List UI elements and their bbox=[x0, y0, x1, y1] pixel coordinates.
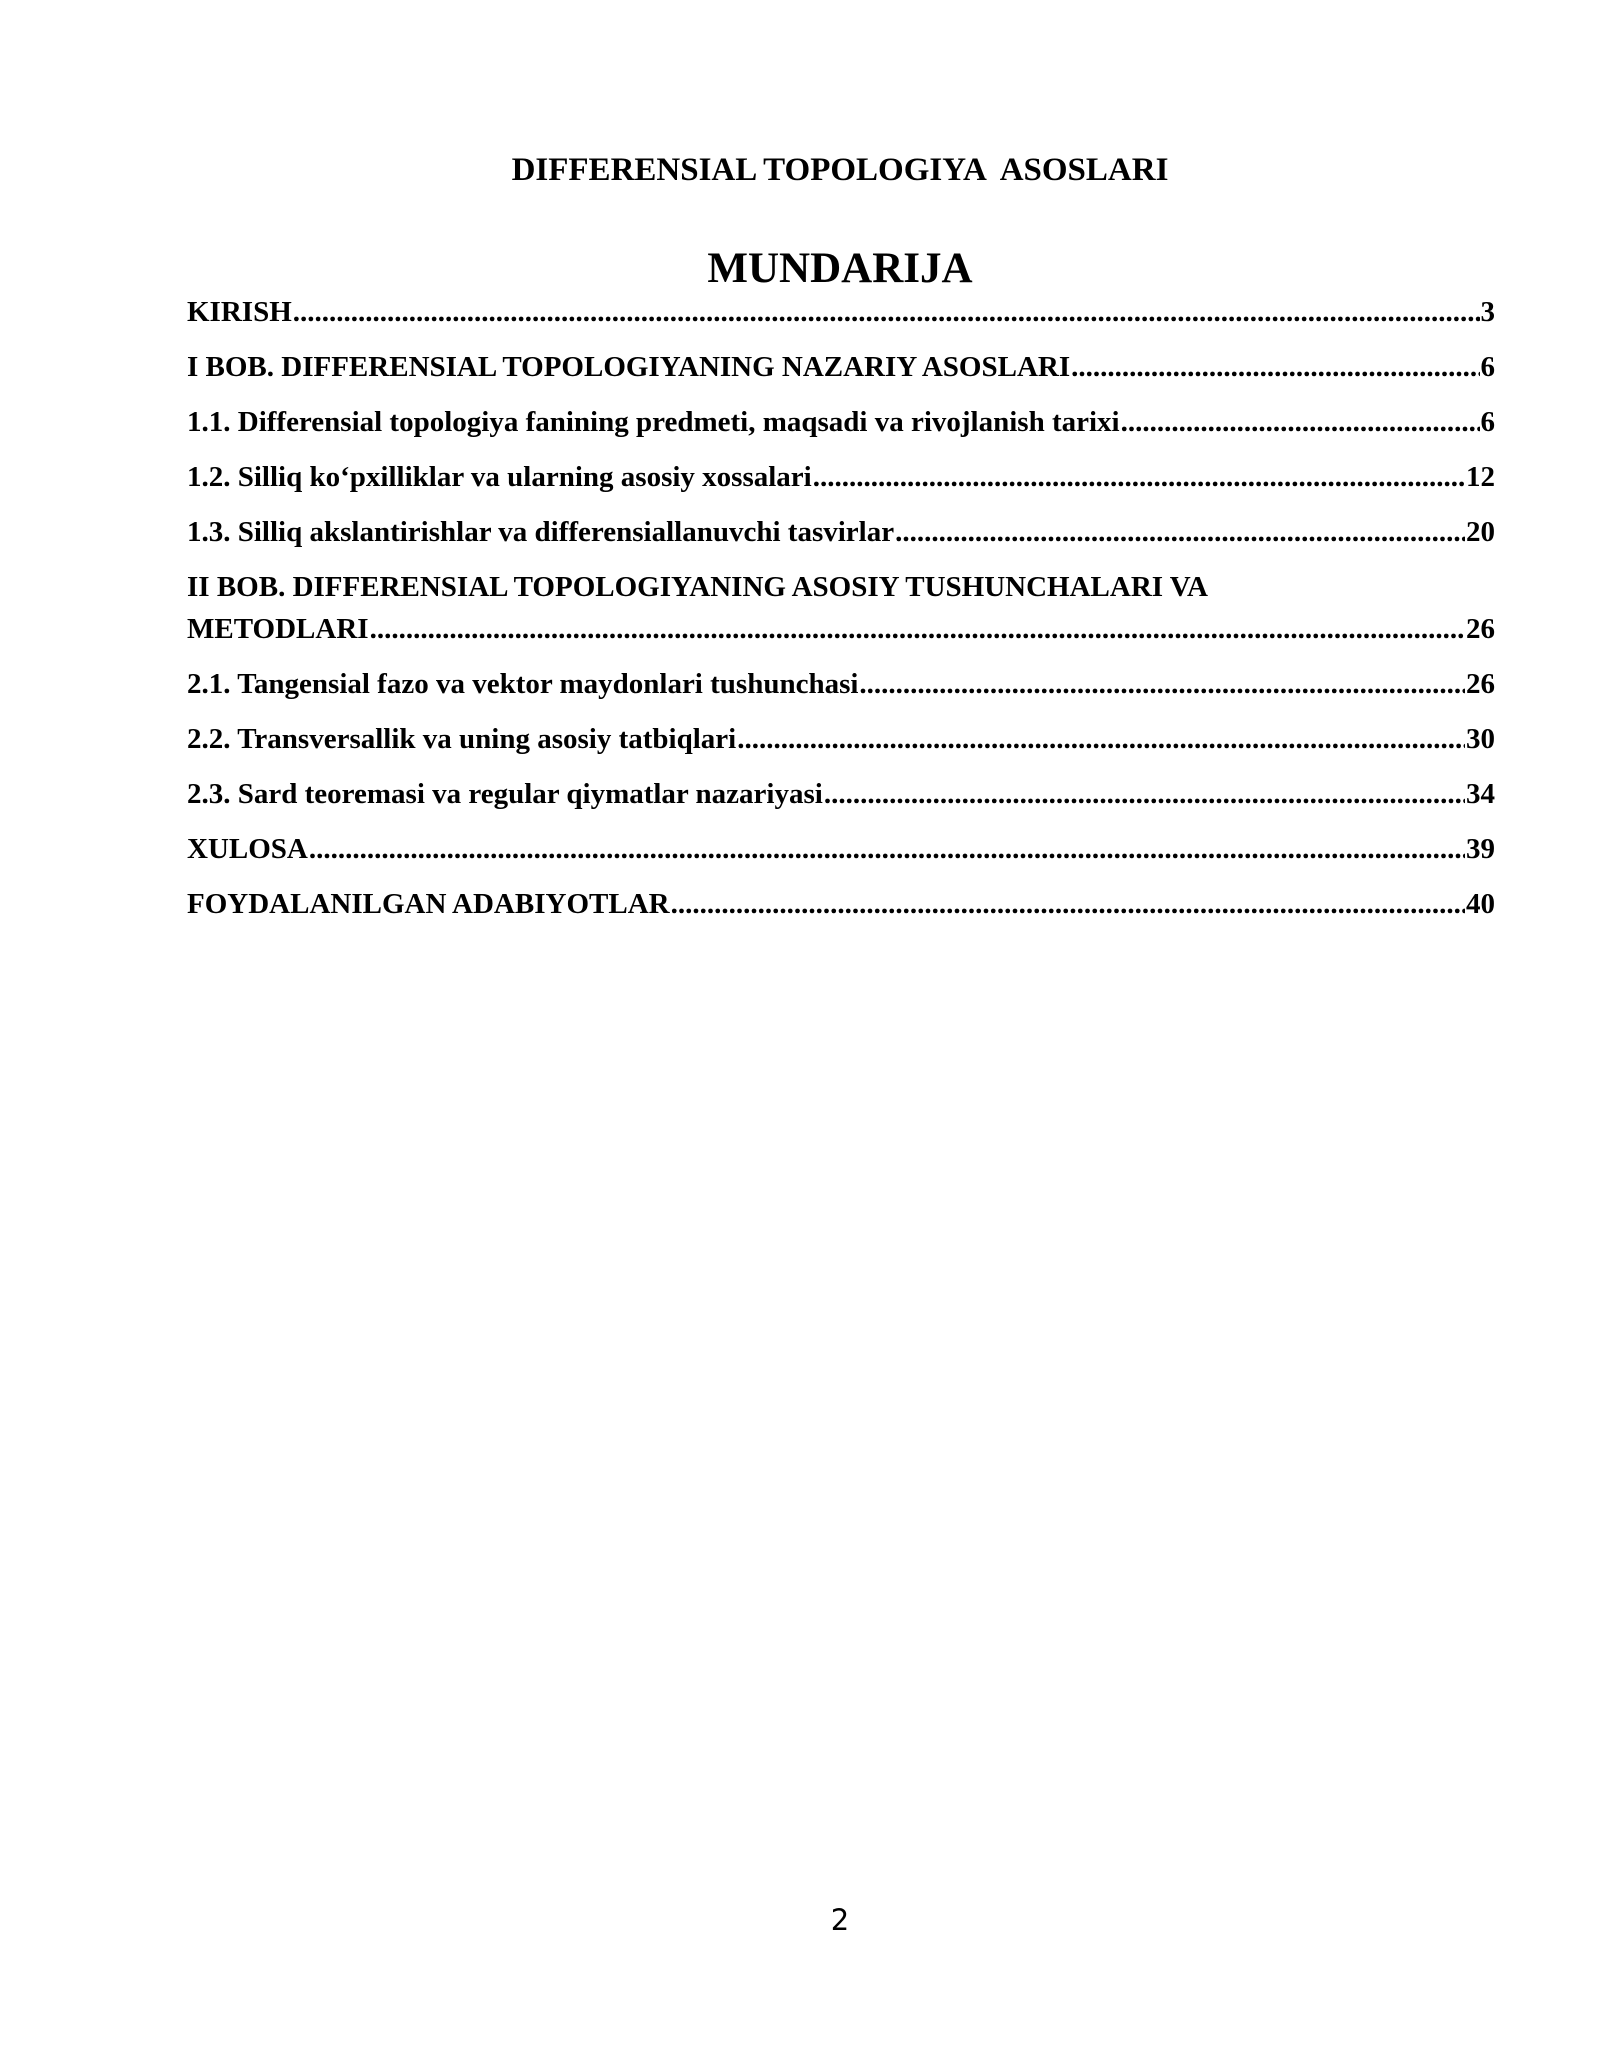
dot-leader bbox=[1071, 346, 1479, 388]
dot-leader bbox=[1121, 401, 1480, 443]
toc-entry-page: 12 bbox=[1466, 461, 1495, 493]
toc-entry-text: XULOSA bbox=[187, 833, 308, 865]
toc-entry-text: FOYDALANILGAN ADABIYOTLAR bbox=[187, 888, 670, 920]
dot-leader bbox=[895, 511, 1465, 553]
dot-leader bbox=[737, 718, 1465, 760]
toc-entry-text: 1.1. Differensial topologiya fanining predmeti, maqsadi va rivojlanish tarixi bbox=[187, 406, 1120, 438]
toc-entry-page: 26 bbox=[1466, 668, 1495, 700]
toc-entry-bibliography[interactable] bbox=[187, 883, 1495, 925]
toc-entry-page: 6 bbox=[1480, 406, 1495, 438]
dot-leader bbox=[813, 456, 1465, 498]
toc-entry-text-line2: METODLARI bbox=[187, 613, 369, 645]
dot-leader bbox=[293, 291, 1480, 333]
dot-leader bbox=[824, 773, 1465, 815]
toc-entry-xulosa[interactable] bbox=[187, 828, 1495, 870]
toc-entry-chapter-2[interactable] bbox=[187, 566, 1495, 650]
toc-entry-page: 40 bbox=[1466, 888, 1495, 920]
toc-entry-text: 2.3. Sard teoremasi va regular qiymatlar nazariyasi bbox=[187, 778, 823, 810]
page-number: 2 bbox=[830, 1903, 850, 1937]
toc-entry-section-1-2[interactable] bbox=[187, 456, 1495, 498]
toc-entry-section-1-3[interactable] bbox=[187, 511, 1495, 553]
dot-leader bbox=[859, 663, 1465, 705]
toc-entry-page: 20 bbox=[1466, 516, 1495, 548]
dot-leader bbox=[309, 828, 1465, 870]
dot-leader bbox=[370, 608, 1465, 650]
toc-heading: MUNDARIJA bbox=[707, 245, 973, 292]
toc-entry-kirish[interactable] bbox=[187, 291, 1495, 333]
toc-entry-text-line1: II BOB. DIFFERENSIAL TOPOLOGIYANING ASOSIY TUSHUNCHALARI VA bbox=[187, 571, 1208, 603]
dot-leader bbox=[671, 883, 1465, 925]
toc-entry-section-2-1[interactable] bbox=[187, 663, 1495, 705]
toc-entry-page: 34 bbox=[1466, 778, 1495, 810]
toc-entry-section-2-2[interactable] bbox=[187, 718, 1495, 760]
toc-entry-text: 1.3. Silliq akslantirishlar va differensiallanuvchi tasvirlar bbox=[187, 516, 895, 548]
toc-entry-section-2-3[interactable] bbox=[187, 773, 1495, 815]
toc-entry-text: 2.2. Transversallik va uning asosiy tatbiqlari bbox=[187, 723, 737, 755]
toc-entry-page: 6 bbox=[1480, 351, 1495, 383]
toc-entry-text: I BOB. DIFFERENSIAL TOPOLOGIYANING NAZARIY ASOSLARI bbox=[187, 351, 1071, 383]
document-title: DIFFERENSIAL TOPOLOGIYA ASOSLARI bbox=[511, 152, 1169, 188]
toc-entry-text: 1.2. Silliq ko‘pxilliklar va ularning asosiy xossalari bbox=[187, 461, 812, 493]
toc-entry-page: 30 bbox=[1466, 723, 1495, 755]
toc-entry-page: 3 bbox=[1480, 296, 1495, 328]
toc-entry-page: 39 bbox=[1466, 833, 1495, 865]
toc-entry-text: KIRISH bbox=[187, 296, 292, 328]
toc-entry-section-1-1[interactable] bbox=[187, 401, 1495, 443]
toc-entry-chapter-1[interactable] bbox=[187, 346, 1495, 388]
table-of-contents bbox=[187, 291, 1495, 938]
toc-entry-text: 2.1. Tangensial fazo va vektor maydonlari tushunchasi bbox=[187, 668, 859, 700]
toc-entry-page: 26 bbox=[1466, 613, 1495, 645]
